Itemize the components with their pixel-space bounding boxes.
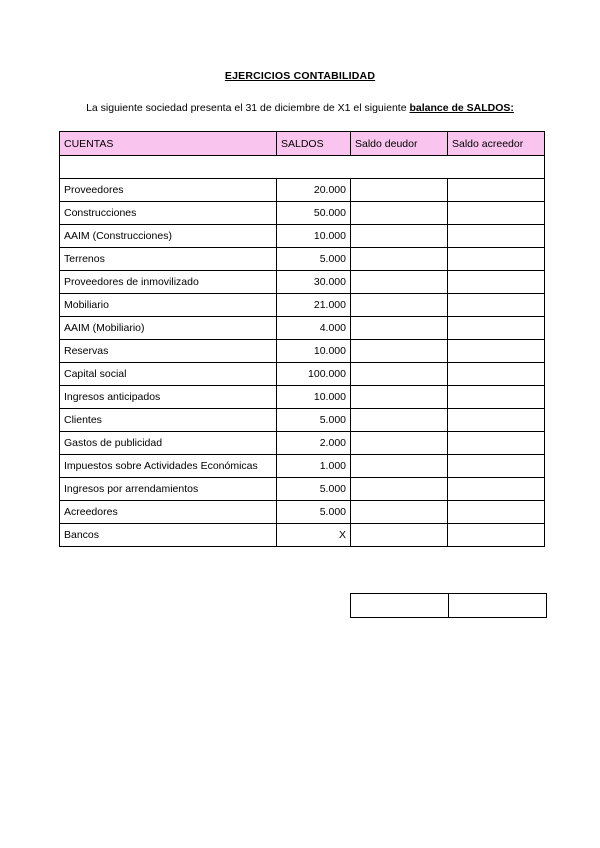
saldo-acreedor-cell: [448, 455, 545, 478]
saldo-deudor-cell: [351, 478, 448, 501]
saldo-deudor-cell: [351, 409, 448, 432]
saldo-acreedor-cell: [448, 524, 545, 547]
saldo-acreedor-cell: [448, 271, 545, 294]
table-row: [60, 386, 545, 409]
table-row: [60, 524, 545, 547]
saldo-cell: 10.000: [277, 340, 351, 363]
saldo-cell: 5.000: [277, 248, 351, 271]
saldo-cell: 5.000: [277, 501, 351, 524]
total-deudor-cell: [351, 594, 449, 618]
saldo-cell: 100.000: [277, 363, 351, 386]
cuenta-cell: Ingresos por arrendamientos: [60, 478, 277, 501]
cuenta-cell: Acreedores: [60, 501, 277, 524]
saldo-cell: 10.000: [277, 386, 351, 409]
saldo-acreedor-cell: [448, 478, 545, 501]
cuenta-cell: Bancos: [60, 524, 277, 547]
cuenta-cell: Impuestos sobre Actividades Económicas: [60, 455, 277, 478]
intro-paragraph: [0, 102, 600, 114]
saldo-cell: 10.000: [277, 225, 351, 248]
intro-text: La siguiente sociedad presenta el 31 de diciembre de X1 el siguiente: [86, 102, 410, 114]
cuenta-cell: Proveedores: [60, 179, 277, 202]
table-row: [60, 317, 545, 340]
saldo-deudor-cell: [351, 248, 448, 271]
saldo-cell: 5.000: [277, 478, 351, 501]
saldo-deudor-cell: [351, 271, 448, 294]
document-title: EJERCICIOS CONTABILIDAD: [224, 70, 376, 82]
cuenta-cell: Capital social: [60, 363, 277, 386]
totals-table: [350, 593, 547, 618]
cuenta-cell: Proveedores de inmovilizado: [60, 271, 277, 294]
table-row: [60, 432, 545, 455]
cuenta-cell: AAIM (Construcciones): [60, 225, 277, 248]
cuenta-cell: Construcciones: [60, 202, 277, 225]
cuenta-cell: AAIM (Mobiliario): [60, 317, 277, 340]
saldo-acreedor-cell: [448, 179, 545, 202]
saldo-deudor-cell: [351, 524, 448, 547]
saldo-deudor-cell: [351, 386, 448, 409]
saldo-cell: 50.000: [277, 202, 351, 225]
intro-bold-text: balance de SALDOS:: [409, 102, 514, 114]
saldo-deudor-cell: [351, 317, 448, 340]
table-row: [60, 202, 545, 225]
cuenta-cell: Gastos de publicidad: [60, 432, 277, 455]
table-row: [60, 340, 545, 363]
table-row: [60, 455, 545, 478]
totals-row: [351, 594, 547, 618]
saldo-deudor-cell: [351, 179, 448, 202]
saldo-cell: X: [277, 524, 351, 547]
saldo-acreedor-cell: [448, 409, 545, 432]
cuenta-cell: Ingresos anticipados: [60, 386, 277, 409]
saldo-acreedor-cell: [448, 432, 545, 455]
table-row: [60, 179, 545, 202]
cuenta-cell: Terrenos: [60, 248, 277, 271]
saldo-acreedor-cell: [448, 363, 545, 386]
saldo-acreedor-cell: [448, 202, 545, 225]
saldo-acreedor-cell: [448, 294, 545, 317]
balance-table: [59, 131, 545, 547]
saldo-cell: 5.000: [277, 409, 351, 432]
saldo-cell: 20.000: [277, 179, 351, 202]
saldo-cell: 1.000: [277, 455, 351, 478]
header-saldo-acreedor: Saldo acreedor: [448, 132, 545, 156]
header-saldo-deudor: Saldo deudor: [351, 132, 448, 156]
saldo-deudor-cell: [351, 202, 448, 225]
saldo-acreedor-cell: [448, 317, 545, 340]
saldo-deudor-cell: [351, 340, 448, 363]
table-row: [60, 478, 545, 501]
saldo-deudor-cell: [351, 501, 448, 524]
table-row: [60, 363, 545, 386]
table-row: [60, 271, 545, 294]
header-saldos: SALDOS: [277, 132, 351, 156]
table-row: [60, 248, 545, 271]
saldo-acreedor-cell: [448, 501, 545, 524]
saldo-cell: 21.000: [277, 294, 351, 317]
cuenta-cell: Reservas: [60, 340, 277, 363]
table-row: [60, 225, 545, 248]
saldo-acreedor-cell: [448, 225, 545, 248]
saldo-acreedor-cell: [448, 340, 545, 363]
saldo-deudor-cell: [351, 432, 448, 455]
table-header-row: [60, 132, 545, 156]
saldo-acreedor-cell: [448, 248, 545, 271]
header-cuentas: CUENTAS: [60, 132, 277, 156]
table-row: [60, 294, 545, 317]
saldo-cell: 2.000: [277, 432, 351, 455]
saldo-cell: 30.000: [277, 271, 351, 294]
spacer-row: [60, 156, 545, 179]
saldo-acreedor-cell: [448, 386, 545, 409]
spacer-cell: [60, 156, 545, 179]
cuenta-cell: Mobiliario: [60, 294, 277, 317]
table-row: [60, 501, 545, 524]
saldo-deudor-cell: [351, 294, 448, 317]
saldo-deudor-cell: [351, 455, 448, 478]
total-acreedor-cell: [449, 594, 547, 618]
saldo-cell: 4.000: [277, 317, 351, 340]
cuenta-cell: Clientes: [60, 409, 277, 432]
table-row: [60, 409, 545, 432]
saldo-deudor-cell: [351, 225, 448, 248]
saldo-deudor-cell: [351, 363, 448, 386]
